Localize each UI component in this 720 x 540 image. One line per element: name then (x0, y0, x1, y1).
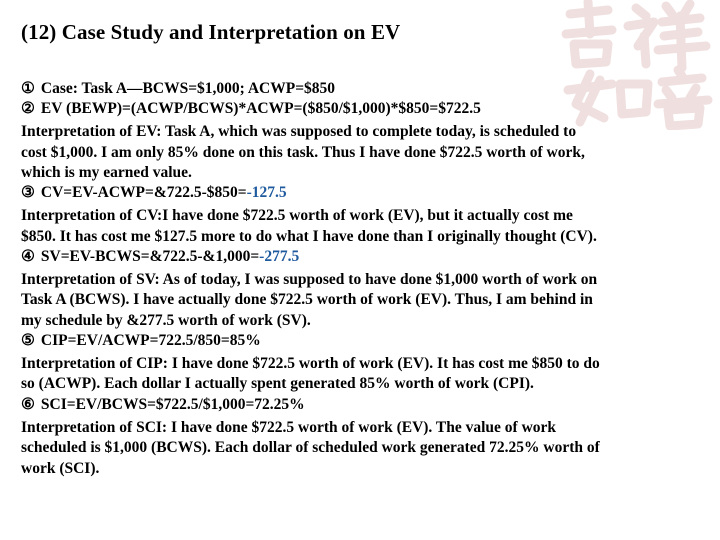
ev-interpretation-line-2: cost $1,000. I am only 85% done on this task. Thus I have done $722.5 worth of work, (21, 143, 585, 161)
sv-interpretation-line-3: my schedule by &277.5 worth of work (SV). (21, 311, 311, 329)
ev-line (21, 99, 701, 119)
cv-formula: CV=EV-ACWP=&722.5-$850= (40, 184, 247, 202)
cv-interpretation-line-2: $850. It has cost me $127.5 more to do what I have done than I originally thought (CV). (21, 227, 597, 245)
cv-line (21, 183, 701, 203)
cip-interpretation-line-1: Interpretation of CIP: I have done $722.5 worth of work (EV). It has cost me $850 to do (21, 355, 600, 373)
cip-interpretation-line-2: so (ACWP). Each dollar I actually spent generated 85% worth of work (CPI). (21, 375, 534, 393)
sci-interpretation-line-1: Interpretation of SCI: I have done $722.5 worth of work (EV). The value of work (21, 418, 557, 436)
ev-interpretation-line-3: which is my earned value. (21, 164, 192, 182)
cip-formula: CIP=EV/ACWP=722.5/850=85% (40, 332, 261, 350)
sci-interpretation-line-2: scheduled is $1,000 (BCWS). Each dollar of scheduled work generated 72.25% worth of (21, 439, 600, 457)
sci-formula: SCI=EV/BCWS=$722.5/$1,000=72.25% (40, 395, 305, 413)
page-title: (12) Case Study and Interpretation on EV (21, 20, 401, 44)
ev-interpretation-line-1: Interpretation of EV: Task A, which was supposed to complete today, is scheduled to (21, 123, 577, 141)
sv-line (21, 247, 701, 267)
item-number-2: ② (21, 100, 35, 118)
item-number-3: ③ (21, 184, 35, 202)
item-number-5: ⑤ (21, 332, 35, 350)
item-number-6: ⑥ (21, 395, 35, 413)
sv-formula: SV=EV-BCWS=&722.5-&1,000= (40, 248, 260, 266)
cip-line (21, 331, 701, 351)
ev-formula: EV (BEWP)=(ACWP/BCWS)*ACWP=($850/$1,000)*$850=$722.5 (40, 100, 481, 118)
sv-interpretation-line-2: Task A (BCWS). I have actually done $722.5 worth of work (EV). Thus, I am behind in (21, 291, 593, 309)
sci-line (21, 395, 701, 415)
case-line (21, 79, 701, 99)
sci-interpretation-line-3: work (SCI). (21, 459, 100, 477)
item-number-4: ④ (21, 248, 35, 266)
cv-value: -127.5 (246, 184, 287, 202)
sv-value: -277.5 (259, 248, 300, 266)
cv-interpretation-line-1: Interpretation of CV:I have done $722.5 worth of work (EV), but it actually cost me (21, 207, 573, 225)
sv-interpretation-line-1: Interpretation of SV: As of today, I was supposed to have done $1,000 worth of work on (21, 271, 598, 289)
item-number-1: ① (21, 80, 35, 97)
case-text: Case: Task A—BCWS=$1,000; ACWP=$850 (40, 80, 336, 97)
content-body (21, 79, 701, 479)
